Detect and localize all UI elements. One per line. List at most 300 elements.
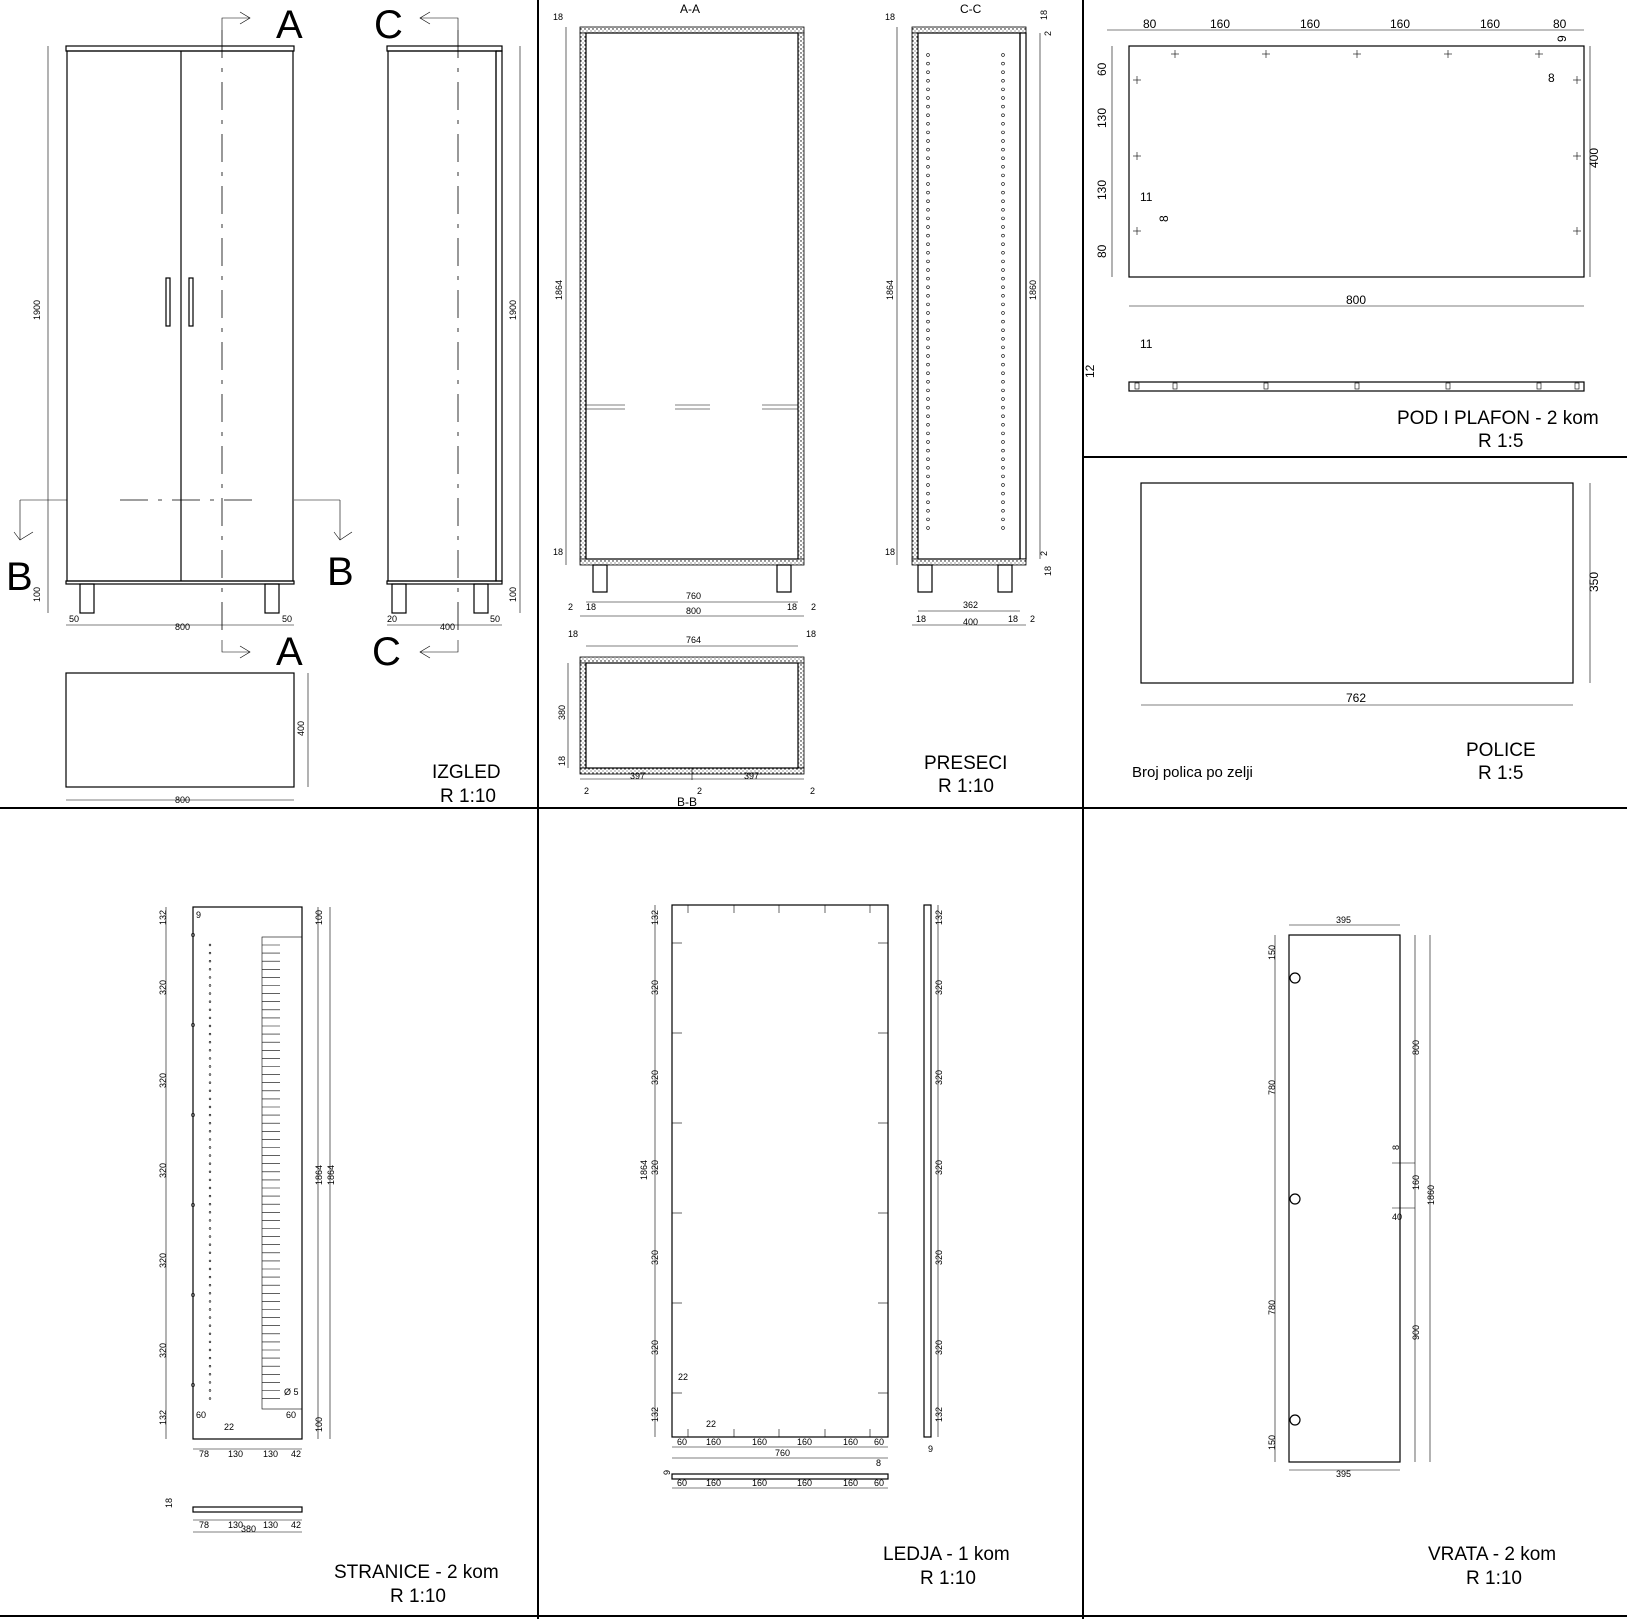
dim-str-132-top: 132 — [158, 909, 168, 925]
ledja-scale: R 1:10 — [920, 1568, 976, 1589]
dim-izgled-inset-left: 50 — [69, 614, 80, 624]
dim-str-320-1: 320 — [158, 979, 168, 995]
stranice-title: STRANICE - 2 kom — [334, 1562, 499, 1583]
dim-ledja-strip-160-2: 160 — [752, 1478, 768, 1488]
pin-hole — [209, 1147, 211, 1149]
cc-shelf-pin-holes — [927, 54, 1005, 530]
pin-hole — [209, 1114, 211, 1116]
pin-hole — [209, 1268, 211, 1270]
section-label-bb: B-B — [677, 795, 698, 809]
cc-bottom-hatch — [912, 559, 1026, 565]
shelf-pin-hole — [927, 62, 930, 65]
cc-leg-right — [998, 565, 1012, 592]
shelf-pin-hole — [927, 208, 930, 211]
dim-bb-depth: 380 — [557, 704, 567, 720]
strip-hole — [1575, 383, 1579, 389]
dim-cc-right-2: 2 — [1043, 30, 1053, 36]
section-label-aa: A-A — [680, 2, 701, 16]
section-marker-a-bottom: A — [276, 630, 303, 674]
dim-pod-160-3: 160 — [1390, 17, 1411, 31]
dim-pod-160-1: 160 — [1210, 17, 1231, 31]
shelf-pin-hole — [927, 269, 930, 272]
dim-side-depth: 400 — [440, 622, 456, 632]
pin-hole — [209, 1139, 211, 1141]
dim-str-320-3: 320 — [158, 1162, 168, 1178]
dim-str-strip-78: 78 — [199, 1520, 210, 1530]
pin-hole — [209, 1373, 211, 1375]
izgled-top-panel — [66, 46, 294, 51]
shelf-pin-hole — [1002, 294, 1005, 297]
dim-aa-2-left: 2 — [568, 602, 574, 612]
dim-ledja-side-132-bottom: 132 — [934, 1406, 944, 1422]
pod-plafon-side-strip — [1129, 382, 1584, 391]
dim-bb-half-right: 397 — [744, 771, 760, 781]
pin-hole — [209, 1187, 211, 1189]
shelf-pin-hole — [927, 475, 930, 478]
dim-str-100-top: 100 — [314, 909, 324, 925]
dim-str-18: 18 — [164, 1497, 174, 1508]
shelf-pin-hole — [927, 71, 930, 74]
dim-str-1664: 1864 — [314, 1164, 324, 1185]
dim-pod-130-1: 130 — [1095, 107, 1109, 128]
ledja-side-strip — [924, 905, 931, 1437]
shelf-pin-hole — [1002, 303, 1005, 306]
pin-hole — [209, 1033, 211, 1035]
shelf-pin-hole — [1002, 355, 1005, 358]
shelf-pin-hole — [1002, 260, 1005, 263]
dim-aa-2-right: 2 — [811, 602, 817, 612]
izgled-cabinet-front — [67, 51, 293, 581]
dim-izgled-inset-right: 50 — [282, 614, 293, 624]
stranice-panel — [158, 907, 499, 1607]
shelf-pin-hole — [927, 217, 930, 220]
shelf-pin-hole — [927, 380, 930, 383]
shelf-pin-hole — [1002, 432, 1005, 435]
shelf-pin-hole — [1002, 131, 1005, 134]
preseci-panel — [553, 2, 1053, 809]
dim-bb-2-right: 2 — [810, 786, 816, 796]
shelf-pin-hole — [927, 234, 930, 237]
dim-ledja-strip-60-right: 60 — [874, 1478, 885, 1488]
dim-vrata-150-bottom: 150 — [1267, 1434, 1277, 1450]
dim-cc-inner: 362 — [963, 600, 979, 610]
dim-cc-bottom-18: 18 — [885, 547, 896, 557]
shelf-pin-hole — [1002, 157, 1005, 160]
shelf-pin-hole — [1002, 269, 1005, 272]
dim-str-42: 42 — [291, 1449, 302, 1459]
dim-izgled-height: 1900 — [32, 299, 42, 320]
shelf-pin-hole — [1002, 165, 1005, 168]
shelf-pin-hole — [927, 157, 930, 160]
shelf-pin-hole — [1002, 226, 1005, 229]
shelf-pin-hole — [927, 355, 930, 358]
shelf-pin-hole — [1002, 140, 1005, 143]
dim-ledja-22-side: 22 — [678, 1372, 689, 1382]
dim-str-380: 380 — [241, 1524, 257, 1534]
dim-ledja-60-right: 60 — [874, 1437, 885, 1447]
dim-ledja-760: 760 — [775, 1448, 791, 1458]
stranice-side-strip — [193, 1507, 302, 1512]
shelf-pin-hole — [1002, 191, 1005, 194]
pin-hole — [209, 1382, 211, 1384]
dim-aa-outer-w: 800 — [686, 606, 702, 616]
shelf-pin-hole — [1002, 423, 1005, 426]
shelf-pin-hole — [1002, 217, 1005, 220]
dim-bb-18-right: 18 — [806, 629, 817, 639]
pin-hole — [209, 1252, 211, 1254]
shelf-pin-hole — [927, 346, 930, 349]
dim-str-320-2: 320 — [158, 1072, 168, 1088]
shelf-pin-hole — [927, 97, 930, 100]
pin-hole — [209, 1163, 211, 1165]
dim-ledja-160-3: 160 — [797, 1437, 813, 1447]
shelf-pin-hole — [1002, 458, 1005, 461]
shelf-pin-hole — [927, 105, 930, 108]
dim-str-diameter: Ø 5 — [284, 1387, 299, 1397]
dim-ledja-strip-60-left: 60 — [677, 1478, 688, 1488]
izgled-side-top — [387, 46, 502, 51]
shelf-pin-hole — [1002, 415, 1005, 418]
shelf-pin-hole — [1002, 329, 1005, 332]
hinge-hole-top — [1290, 973, 1300, 983]
shelf-pin-hole — [1002, 54, 1005, 57]
shelf-pin-hole — [927, 183, 930, 186]
dim-pod-11-strip: 11 — [1140, 337, 1153, 351]
shelf-pin-hole — [1002, 200, 1005, 203]
dim-pod-12: 12 — [1083, 364, 1097, 378]
aa-interior — [586, 33, 798, 559]
shelf-pin-hole — [927, 226, 930, 229]
dim-ledja-strip-9: 9 — [662, 1469, 672, 1475]
shelf-pin-hole — [1002, 105, 1005, 108]
shelf-pin-hole — [1002, 484, 1005, 487]
dim-bb-2-left: 2 — [584, 786, 590, 796]
shelf-pin-hole — [927, 406, 930, 409]
section-marker-c-top: C — [374, 3, 403, 47]
izgled-title: IZGLED — [432, 762, 501, 783]
pin-hole — [209, 1325, 211, 1327]
shelf-pin-hole — [927, 277, 930, 280]
shelf-pin-hole — [927, 527, 930, 530]
pin-hole — [209, 960, 211, 962]
dim-ledja-strip-160-3: 160 — [797, 1478, 813, 1488]
pin-hole — [209, 1001, 211, 1003]
pin-hole — [209, 1195, 211, 1197]
section-arrow-b-right — [334, 500, 352, 540]
shelf-pin-hole — [1002, 148, 1005, 151]
shelf-pin-hole — [927, 466, 930, 469]
dim-pod-9: 9 — [1555, 35, 1569, 42]
shelf-pin-hole — [927, 251, 930, 254]
pod-plafon-scale: R 1:5 — [1478, 431, 1524, 452]
pin-hole — [209, 1122, 211, 1124]
shelf-pin-hole — [927, 501, 930, 504]
section-marker-b-right: B — [327, 550, 354, 594]
shelf-pin-hole — [1002, 97, 1005, 100]
dim-ledja-side-9: 9 — [928, 1444, 934, 1454]
shelf-pin-hole — [927, 79, 930, 82]
dim-aa-inner-w: 760 — [686, 591, 702, 601]
dim-plan-width: 800 — [175, 795, 191, 805]
shelf-pin-hole — [927, 165, 930, 168]
shelf-pin-hole — [1002, 346, 1005, 349]
pin-hole — [209, 1284, 211, 1286]
strip-hole — [1537, 383, 1541, 389]
shelf-pin-hole — [927, 191, 930, 194]
dim-izgled-width: 800 — [175, 622, 191, 632]
izgled-scale: R 1:10 — [440, 786, 496, 807]
shelf-pin-hole — [927, 363, 930, 366]
pin-hole — [209, 1349, 211, 1351]
shelf-pin-hole — [927, 320, 930, 323]
shelf-pin-hole — [927, 458, 930, 461]
shelf-pin-hole — [927, 200, 930, 203]
pin-hole — [209, 1292, 211, 1294]
dim-str-78: 78 — [199, 1449, 210, 1459]
shelf-pin-hole — [1002, 62, 1005, 65]
shelf-pin-hole — [927, 432, 930, 435]
pin-hole — [209, 1390, 211, 1392]
pin-hole — [209, 977, 211, 979]
shelf-pin-hole — [927, 423, 930, 426]
dim-cc-2: 2 — [1030, 614, 1036, 624]
vrata-panel — [1267, 915, 1556, 1589]
pin-hole — [209, 1333, 211, 1335]
dim-bb-half-left: 397 — [630, 771, 646, 781]
dim-pod-80-left: 80 — [1143, 17, 1157, 31]
shelf-pin-hole — [1002, 277, 1005, 280]
pin-hole — [209, 1244, 211, 1246]
shelf-pin-hole — [927, 260, 930, 263]
shelf-pin-hole — [927, 174, 930, 177]
shelf-pin-hole — [1002, 501, 1005, 504]
dim-pod-8-side: 8 — [1157, 215, 1171, 222]
preseci-scale: R 1:10 — [938, 776, 994, 797]
pin-hole — [209, 1130, 211, 1132]
shelf-pin-hole — [927, 114, 930, 117]
dim-pod-80-right: 80 — [1553, 17, 1567, 31]
shelf-pin-hole — [1002, 449, 1005, 452]
dim-cc-inner-h: 1864 — [885, 279, 895, 300]
dim-ledja-1864: 1864 — [639, 1159, 649, 1180]
pin-hole — [209, 1074, 211, 1076]
aa-leg-left — [593, 565, 607, 592]
pin-hole — [209, 1228, 211, 1230]
shelf-pin-hole — [1002, 406, 1005, 409]
dim-side-inset: 20 — [387, 614, 398, 624]
shelf-pin-hole — [927, 398, 930, 401]
dim-ledja-160-2: 160 — [752, 1437, 768, 1447]
stranice-board — [193, 907, 302, 1439]
pin-hole — [209, 1260, 211, 1262]
pin-hole — [209, 1203, 211, 1205]
dim-bb-18-side: 18 — [557, 755, 567, 766]
dim-vrata-780-top: 780 — [1267, 1079, 1277, 1095]
pin-hole — [209, 1211, 211, 1213]
dim-ledja-132-bottom: 132 — [650, 1406, 660, 1422]
shelf-pin-hole — [927, 509, 930, 512]
shelf-pin-hole — [1002, 234, 1005, 237]
dim-pod-8-top: 8 — [1548, 71, 1555, 85]
pin-hole — [209, 985, 211, 987]
shelf-pin-hole — [927, 518, 930, 521]
izgled-side-body — [388, 51, 496, 581]
dim-vrata-780-bottom: 780 — [1267, 1299, 1277, 1315]
strip-hole — [1264, 383, 1268, 389]
dim-str-strip-42: 42 — [291, 1520, 302, 1530]
pin-hole — [209, 1398, 211, 1400]
strip-hole — [1173, 383, 1177, 389]
dim-ledja-320-3: 320 — [650, 1159, 660, 1175]
dim-pod-160-2: 160 — [1300, 17, 1321, 31]
pod-plafon-board — [1129, 46, 1584, 277]
shelf-pin-hole — [927, 140, 930, 143]
shelf-pin-hole — [927, 441, 930, 444]
dim-ledja-160-4: 160 — [843, 1437, 859, 1447]
aa-top-hatch — [580, 27, 804, 33]
door-handle-left — [166, 278, 170, 326]
pin-hole — [209, 1276, 211, 1278]
shelf-pin-hole — [927, 372, 930, 375]
dim-str-320-5: 320 — [158, 1342, 168, 1358]
dim-aa-inner-h: 1864 — [554, 279, 564, 300]
dim-ledja-strip-160-1: 160 — [706, 1478, 722, 1488]
pin-hole — [209, 1179, 211, 1181]
dim-str-132-bottom: 132 — [158, 1409, 168, 1425]
dim-cc-18-right: 18 — [1008, 614, 1019, 624]
pin-hole — [209, 1106, 211, 1108]
dim-bb-18-left: 18 — [568, 629, 579, 639]
shelf-pin-hole — [927, 337, 930, 340]
ledja-board — [672, 905, 888, 1437]
section-arrow-c-bottom — [420, 640, 458, 658]
stranice-scale: R 1:10 — [390, 1586, 446, 1607]
dim-str-320-4: 320 — [158, 1252, 168, 1268]
preseci-title: PRESECI — [924, 753, 1008, 774]
shelf-pin-hole — [927, 492, 930, 495]
dim-aa-bottom-18: 18 — [553, 547, 564, 557]
shelf-pin-hole — [927, 312, 930, 315]
dim-cc-right-2b: 2 — [1039, 550, 1049, 556]
shelf-pin-hole — [927, 294, 930, 297]
dim-ledja-side-320-4: 320 — [934, 1249, 944, 1265]
shelf-pin-hole — [1002, 122, 1005, 125]
dim-side-inset-right: 50 — [490, 614, 501, 624]
dim-pod-160-4: 160 — [1480, 17, 1501, 31]
dim-side-height: 1900 — [508, 299, 518, 320]
dim-ledja-320-4: 320 — [650, 1249, 660, 1265]
shelf-pin-hole — [927, 88, 930, 91]
ledja-groove-marks — [672, 905, 888, 1437]
dim-ledja-side-132-top: 132 — [934, 909, 944, 925]
shelf-pin-hole — [927, 54, 930, 57]
shelf-pin-hole — [1002, 174, 1005, 177]
pin-hole — [209, 1090, 211, 1092]
stranice-pin-holes — [191, 933, 280, 1399]
shelf-pin-hole — [1002, 320, 1005, 323]
section-arrow-c-top — [420, 12, 458, 30]
pin-hole — [209, 1317, 211, 1319]
strip-hole — [1355, 383, 1359, 389]
pin-hole — [209, 1082, 211, 1084]
pin-hole — [209, 1009, 211, 1011]
izgled-bottom-panel — [66, 581, 294, 584]
dim-cc-right-18: 18 — [1039, 9, 1049, 20]
section-arrow-b-left — [14, 500, 33, 540]
dim-aa-top-18: 18 — [553, 12, 564, 22]
shelf-pin-hole — [1002, 466, 1005, 469]
ledja-title: LEDJA - 1 kom — [883, 1544, 1010, 1565]
pod-plafon-holes — [1133, 50, 1581, 235]
dim-side-leg: 100 — [508, 586, 518, 602]
pin-hole — [209, 1357, 211, 1359]
shelf-pin-hole — [1002, 527, 1005, 530]
section-arrow-a-bottom — [222, 640, 250, 658]
shelf-pin-hole — [1002, 208, 1005, 211]
pin-hole — [209, 952, 211, 954]
shelf-pin-hole — [927, 303, 930, 306]
shelf-pin-hole — [927, 389, 930, 392]
dim-ledja-side-320-5: 320 — [934, 1339, 944, 1355]
shelf-pin-hole — [1002, 389, 1005, 392]
shelf-pin-hole — [1002, 114, 1005, 117]
pin-hole — [209, 1049, 211, 1051]
dim-police-depth: 350 — [1587, 571, 1601, 592]
dim-ledja-strip-160-4: 160 — [843, 1478, 859, 1488]
dim-ledja-strip-8: 8 — [876, 1458, 882, 1468]
dim-vrata-1860: 1860 — [1426, 1184, 1436, 1205]
dim-cc-side-h: 1860 — [1028, 279, 1038, 300]
dim-pod-800: 800 — [1346, 293, 1367, 307]
dim-vrata-800: 800 — [1411, 1039, 1421, 1055]
shelf-pin-hole — [1002, 492, 1005, 495]
police-title: POLICE — [1466, 740, 1536, 761]
dim-pod-60: 60 — [1095, 62, 1109, 76]
police-shelf-board — [1141, 483, 1573, 683]
izgled-panel — [6, 3, 520, 807]
vrata-scale: R 1:10 — [1466, 1568, 1522, 1589]
stranice-hole-row-box — [262, 937, 302, 1409]
hinge-hole-middle — [1290, 1194, 1300, 1204]
dim-str-9: 9 — [196, 910, 202, 920]
dim-ledja-160-1: 160 — [706, 1437, 722, 1447]
dim-ledja-132-top: 132 — [650, 909, 660, 925]
aa-leg-right — [777, 565, 791, 592]
dim-str-strip-130-2: 130 — [263, 1520, 279, 1530]
pin-hole — [209, 1309, 211, 1311]
shelf-pin-hole — [1002, 509, 1005, 512]
shelf-pin-hole — [1002, 380, 1005, 383]
pin-hole — [209, 1025, 211, 1027]
dim-bb-top: 764 — [686, 635, 702, 645]
dim-vrata-width-top: 395 — [1336, 915, 1352, 925]
pin-hole — [209, 1098, 211, 1100]
izgled-side-leg-right — [474, 584, 488, 613]
dim-pod-400: 400 — [1587, 147, 1601, 168]
cc-interior — [918, 33, 1020, 559]
vrata-door-board — [1289, 935, 1403, 1462]
izgled-leg-left — [80, 584, 94, 613]
dim-str-60-right: 60 — [286, 1410, 297, 1420]
shelf-pin-hole — [927, 415, 930, 418]
pin-hole — [209, 1301, 211, 1303]
shelf-pin-hole — [927, 286, 930, 289]
shelf-pin-hole — [1002, 475, 1005, 478]
izgled-side-leg-left — [392, 584, 406, 613]
ledja-panel — [639, 905, 1010, 1589]
dim-vrata-900: 900 — [1411, 1324, 1421, 1340]
section-marker-b-left: B — [6, 555, 33, 599]
